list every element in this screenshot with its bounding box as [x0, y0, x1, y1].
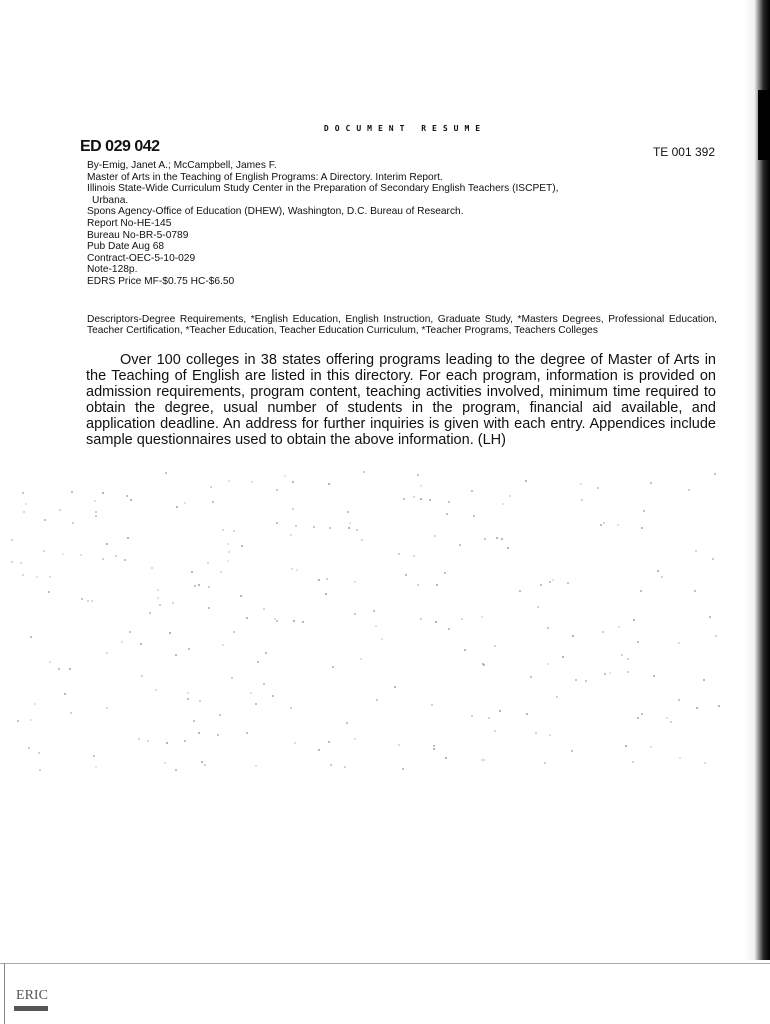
scan-speckle	[294, 742, 296, 744]
scan-speckle	[375, 625, 377, 627]
scan-speckle	[72, 522, 74, 524]
scan-speckle	[292, 508, 294, 510]
meta-title: Master of Arts in the Teaching of English Programs: A Directory. Interim Report.	[87, 171, 443, 183]
scan-speckle	[494, 645, 496, 647]
scan-speckle	[22, 574, 24, 576]
scan-speckle	[157, 597, 159, 599]
scan-speckle	[59, 509, 61, 511]
footer-divider	[0, 963, 770, 964]
scan-speckle	[130, 499, 132, 501]
scan-speckle	[233, 530, 235, 532]
scan-speckle	[124, 559, 126, 561]
scan-speckle	[102, 492, 104, 494]
scan-speckle	[473, 515, 475, 517]
scan-speckle	[715, 635, 717, 637]
scan-speckle	[93, 755, 95, 757]
scan-speckle	[164, 762, 166, 764]
scan-speckle	[488, 717, 490, 719]
scan-speckle	[580, 483, 582, 485]
scan-speckle	[30, 719, 32, 721]
te-number: TE 001 392	[652, 145, 715, 159]
scan-speckle	[567, 582, 569, 584]
scan-speckle	[165, 472, 167, 474]
meta-authors: By-Emig, Janet A.; McCampbell, James F.	[87, 160, 277, 171]
scan-speckle	[433, 748, 435, 750]
scan-speckle	[637, 717, 639, 719]
scan-speckle	[251, 481, 253, 483]
scan-speckle	[155, 689, 157, 691]
scan-speckle	[640, 590, 642, 592]
eric-logo-bar	[14, 1006, 48, 1011]
scan-speckle	[537, 606, 539, 608]
scan-speckle	[208, 607, 210, 609]
scan-speckle	[49, 576, 51, 578]
eric-logo	[12, 982, 52, 1014]
scan-speckle	[632, 761, 634, 763]
scan-speckle	[23, 511, 25, 513]
scan-speckle	[222, 529, 224, 531]
scan-speckle	[670, 721, 672, 723]
scan-speckle	[547, 627, 549, 629]
scan-speckle	[43, 550, 45, 552]
scan-speckle	[102, 558, 104, 560]
scan-speckle	[295, 525, 297, 527]
scan-speckle	[188, 648, 190, 650]
scan-speckle	[354, 581, 356, 583]
scan-speckle	[666, 717, 668, 719]
scan-speckle	[679, 757, 681, 759]
scan-speckle	[62, 553, 64, 555]
scan-speckle	[302, 621, 304, 623]
scan-speckle	[217, 734, 219, 736]
scan-speckle	[332, 666, 334, 668]
scan-speckle	[94, 500, 96, 502]
scan-speckle	[318, 749, 320, 751]
scan-speckle	[129, 631, 131, 633]
scan-speckle	[69, 668, 71, 670]
scan-speckle	[373, 610, 375, 612]
scan-speckle	[597, 487, 599, 489]
scan-speckle	[704, 762, 706, 764]
scan-speckle	[176, 506, 178, 508]
scan-speckle	[496, 537, 498, 539]
scan-speckle	[210, 486, 212, 488]
scan-speckle	[87, 600, 89, 602]
scan-speckle	[231, 677, 233, 679]
scan-speckle	[208, 586, 210, 588]
scan-speckle	[272, 695, 274, 697]
scan-speckle	[413, 555, 415, 557]
scan-speckle	[507, 547, 509, 549]
scan-speckle	[398, 553, 400, 555]
scan-speckle	[141, 675, 143, 677]
scan-speckle	[70, 712, 72, 714]
scan-speckle	[227, 560, 229, 562]
scan-speckle	[347, 511, 349, 513]
scan-speckle	[159, 604, 161, 606]
scan-speckle	[376, 699, 378, 701]
scan-speckle	[64, 693, 66, 695]
scan-speckle	[519, 590, 521, 592]
scan-speckle	[494, 730, 496, 732]
scan-speckle	[151, 567, 153, 569]
scan-speckle	[191, 571, 193, 573]
scan-speckle	[22, 492, 24, 494]
scan-speckle	[461, 618, 463, 620]
scan-speckle	[650, 746, 652, 748]
scan-speckle	[678, 699, 680, 701]
scan-speckle	[714, 473, 716, 475]
scan-speckle	[549, 734, 551, 736]
scan-speckle	[678, 642, 680, 644]
scan-speckle	[330, 764, 332, 766]
scan-speckle	[166, 742, 168, 744]
meta-note: Note-128p.	[87, 264, 138, 276]
scan-speckle	[263, 683, 265, 685]
scan-speckle	[509, 495, 511, 497]
scan-speckle	[121, 641, 123, 643]
scan-speckle	[446, 513, 448, 515]
scan-speckle	[602, 631, 604, 633]
scan-speckle	[547, 663, 549, 665]
scan-speckle	[212, 501, 214, 503]
scan-speckle	[276, 620, 278, 622]
scan-speckle	[525, 480, 527, 482]
scan-speckle	[433, 745, 435, 747]
meta-sponsor: Spons Agency-Office of Education (DHEW), Washington, D.C. Bureau of Research.	[87, 206, 464, 218]
scan-speckle	[11, 561, 13, 563]
scan-speckle	[17, 720, 19, 722]
scan-speckle	[240, 595, 242, 597]
scan-speckle	[220, 571, 222, 573]
scan-speckle	[328, 483, 330, 485]
scan-speckle	[246, 617, 248, 619]
scan-speckle	[228, 551, 230, 553]
scan-speckle	[201, 761, 203, 763]
scan-speckle	[653, 675, 655, 677]
scan-speckle	[361, 539, 363, 541]
scan-speckle	[318, 579, 320, 581]
scan-speckle	[219, 714, 221, 716]
scan-speckle	[709, 616, 711, 618]
scan-speckle	[609, 672, 611, 674]
scan-speckle	[44, 519, 46, 521]
scan-speckle	[436, 584, 438, 586]
scan-speckle	[227, 543, 229, 545]
scan-speckle	[30, 636, 32, 638]
scan-speckle	[696, 707, 698, 709]
scan-speckle	[435, 621, 437, 623]
scan-speckle	[204, 764, 206, 766]
scan-speckle	[618, 626, 620, 628]
scan-speckle	[501, 538, 503, 540]
scan-speckle	[471, 490, 473, 492]
scan-speckle	[448, 501, 450, 503]
scan-speckle	[80, 554, 82, 556]
scan-speckle	[402, 768, 404, 770]
scan-speckle	[292, 481, 294, 483]
scan-speckle	[71, 491, 73, 493]
scan-speckle	[241, 545, 243, 547]
scan-speckle	[661, 576, 663, 578]
scan-speckle	[25, 503, 27, 505]
scan-speckle	[349, 522, 351, 524]
scan-speckle	[329, 527, 331, 529]
scan-speckle	[637, 641, 639, 643]
meta-institution-city: Urbana.	[92, 194, 129, 206]
scan-speckle	[246, 732, 248, 734]
scan-speckle	[140, 643, 142, 645]
scan-speckle	[712, 558, 714, 560]
meta-pub-date: Pub Date Aug 68	[87, 241, 165, 253]
scan-speckle	[187, 698, 189, 700]
scan-speckle	[328, 741, 330, 743]
scan-speckle	[429, 499, 431, 501]
scan-speckle	[703, 679, 705, 681]
scan-speckle	[157, 589, 159, 591]
scan-speckle	[198, 584, 200, 586]
scan-speckle	[172, 602, 174, 604]
scan-speckle	[354, 613, 356, 615]
scan-speckle	[445, 757, 447, 759]
scan-speckle	[184, 502, 186, 504]
scan-speckle	[49, 661, 51, 663]
scan-speckle	[572, 635, 574, 637]
scan-speckle	[274, 618, 276, 620]
scan-speckle	[193, 720, 195, 722]
scan-speckle	[420, 498, 422, 500]
scan-speckle	[603, 522, 605, 524]
scan-speckle	[354, 738, 356, 740]
scan-speckle	[688, 489, 690, 491]
scan-speckle	[291, 568, 293, 570]
ed-number: ED 029 042	[80, 138, 160, 155]
scan-speckle	[184, 740, 186, 742]
scan-speckle	[257, 661, 259, 663]
scan-speckle	[199, 700, 201, 702]
scan-speckle	[20, 562, 22, 564]
document-heading: DOCUMENT RESUME	[323, 124, 487, 133]
scan-speckle	[313, 526, 315, 528]
scan-speckle	[405, 574, 407, 576]
scan-speckle	[657, 570, 659, 572]
scan-speckle	[627, 671, 629, 673]
scan-speckle	[91, 600, 93, 602]
scan-speckle	[621, 654, 623, 656]
scan-speckle	[169, 632, 171, 634]
scan-speckle	[284, 475, 286, 477]
citation-metadata	[87, 160, 727, 288]
scan-speckle	[381, 638, 383, 640]
scan-speckle	[147, 740, 149, 742]
scan-speckle	[695, 550, 697, 552]
scan-speckle	[255, 765, 257, 767]
scan-speckle	[360, 658, 362, 660]
scan-speckle	[106, 652, 108, 654]
scan-speckle	[650, 482, 652, 484]
scan-speckle	[194, 585, 196, 587]
scan-speckle	[481, 616, 483, 618]
scan-speckle	[106, 707, 108, 709]
scan-speckle	[290, 534, 292, 536]
scan-speckle	[126, 495, 128, 497]
meta-contract: Contract-OEC-5-10-029	[87, 252, 196, 264]
scan-speckle	[604, 673, 606, 675]
scan-speckle	[296, 569, 298, 571]
scan-speckle	[471, 715, 473, 717]
scan-speckle	[11, 539, 13, 541]
scan-speckle	[356, 529, 358, 531]
meta-bureau-number: Bureau No-BR-5-0789	[87, 229, 189, 241]
scan-speckle	[222, 644, 224, 646]
scan-speckle	[585, 680, 587, 682]
scan-speckle	[459, 544, 461, 546]
scan-speckle	[363, 471, 365, 473]
scan-speckle	[138, 738, 140, 740]
scan-speckle	[484, 538, 486, 540]
scan-speckle	[420, 485, 422, 487]
scan-speckle	[326, 578, 328, 580]
scan-speckle	[175, 654, 177, 656]
scan-speckle	[38, 752, 40, 754]
scan-speckle	[502, 503, 504, 505]
scan-speckle	[444, 572, 446, 574]
scan-speckle	[625, 745, 627, 747]
scan-speckle	[95, 515, 97, 517]
scan-speckle	[417, 474, 419, 476]
scan-speckle	[58, 668, 60, 670]
scan-speckle	[263, 608, 265, 610]
scan-speckle	[431, 704, 433, 706]
scan-speckle	[207, 562, 209, 564]
scan-speckle	[413, 496, 415, 498]
meta-institution: Illinois State-Wide Curriculum Study Center in the Preparation of Secondary English Teachers (ISCPET),	[87, 183, 559, 195]
scan-speckle	[556, 696, 558, 698]
scan-speckle	[562, 656, 564, 658]
scan-speckle	[549, 581, 551, 583]
scan-speckle	[552, 579, 554, 581]
scan-speckle	[581, 499, 583, 501]
scan-speckle	[544, 762, 546, 764]
scan-speckle	[28, 747, 30, 749]
scan-speckle	[530, 676, 532, 678]
scan-speckle	[718, 705, 720, 707]
scan-speckle	[276, 522, 278, 524]
scan-speckle	[115, 555, 117, 557]
scan-speckle	[694, 590, 696, 592]
scan-speckle	[417, 584, 419, 586]
scan-speckle	[290, 707, 292, 709]
eric-logo-text: ERIC	[16, 988, 48, 1003]
scan-speckle	[526, 713, 528, 715]
scan-speckle	[483, 759, 485, 761]
meta-edrs-price: EDRS Price MF-$0.75 HC-$6.50	[87, 275, 235, 287]
scan-speckle	[265, 652, 267, 654]
scan-speckle	[448, 628, 450, 630]
scan-speckle	[464, 649, 466, 651]
scan-speckle	[346, 722, 348, 724]
scan-speckle	[127, 537, 129, 539]
scan-speckle	[95, 766, 97, 768]
scan-speckle	[535, 732, 537, 734]
scan-speckle	[499, 710, 501, 712]
scan-speckle	[643, 510, 645, 512]
scan-speckle	[255, 703, 257, 705]
scan-speckle	[434, 535, 436, 537]
scan-speckle	[187, 692, 189, 694]
scan-speckle	[81, 598, 83, 600]
abstract: Over 100 colleges in 38 states offering programs leading to the degree of Master of Arts in the Teaching of English are listed in this directory. For each program, information is provided on admission requirements, program content, teaching activities involved, minimum time required to obtain the degree, usual number of students in the program, financial aid available, and application deadline. An address for further inquiries is given with each entry. Appendices include sample questionnaires used to obtain the above information. (LH)	[86, 352, 716, 448]
scan-speckle	[398, 744, 400, 746]
footer-left-divider	[4, 963, 5, 1024]
scan-speckle	[641, 713, 643, 715]
scan-speckle	[600, 524, 602, 526]
scan-speckle	[575, 679, 577, 681]
scan-speckle	[403, 498, 405, 500]
scan-speckle	[394, 686, 396, 688]
scan-speckle	[175, 769, 177, 771]
scan-speckle	[276, 489, 278, 491]
scan-speckle	[344, 766, 346, 768]
scan-speckle	[293, 620, 295, 622]
scan-speckle	[627, 658, 629, 660]
descriptors: Descriptors-Degree Requirements, *English Education, English Instruction, Graduate Study, *Masters Degrees, Professional Education, Teacher Certification, *Teacher Education, Teacher Education Curriculum, *Teacher Programs, Teachers Colleges	[87, 314, 717, 337]
scan-speckle	[233, 631, 235, 633]
scan-speckle	[617, 524, 619, 526]
scan-speckle	[540, 584, 542, 586]
scan-speckle	[325, 593, 327, 595]
scan-speckle	[149, 612, 151, 614]
scan-speckle	[198, 732, 200, 734]
scan-speckle	[633, 619, 635, 621]
scan-speckle	[228, 480, 230, 482]
scan-speckle	[348, 527, 350, 529]
scan-speckle	[34, 703, 36, 705]
scan-speckle	[106, 543, 108, 545]
scan-speckle	[420, 618, 422, 620]
scan-speckle	[641, 527, 643, 529]
meta-report-number: Report No-HE-145	[87, 217, 172, 229]
scan-speckle	[250, 692, 252, 694]
scan-speckle	[39, 769, 41, 771]
scan-speckle	[95, 511, 97, 513]
scan-speckle	[48, 591, 50, 593]
scan-speckle	[571, 750, 573, 752]
scan-speckle	[36, 576, 38, 578]
